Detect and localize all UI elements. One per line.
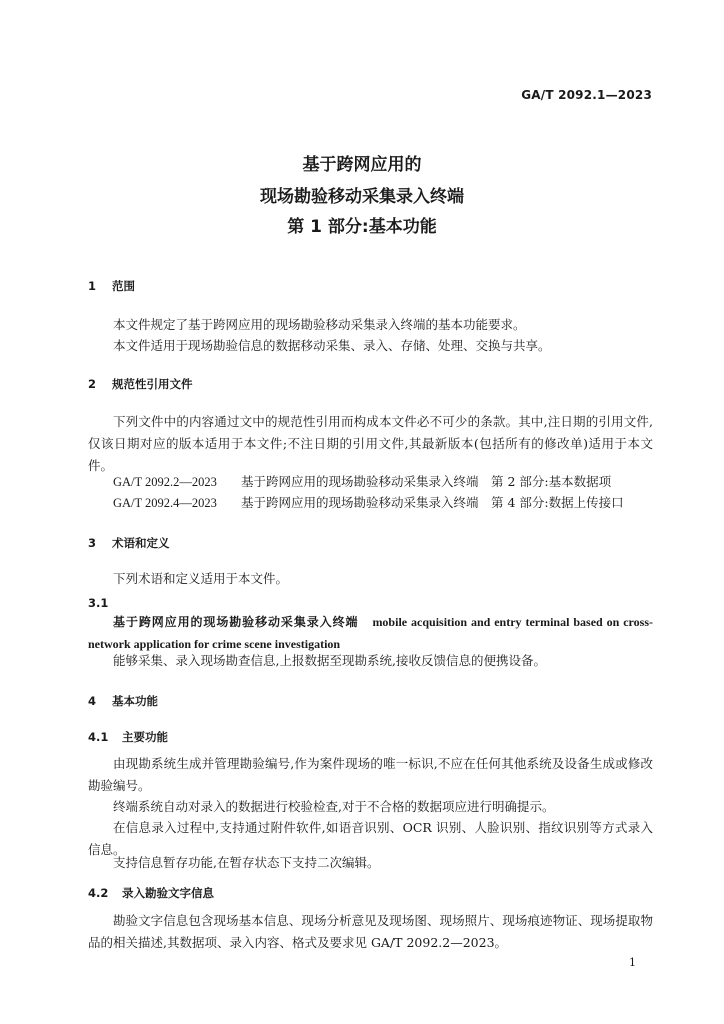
term-definition: 能够采集、录入现场勘查信息,上报数据至现勘系统,接收反馈信息的便携设备。 [113,653,546,668]
paragraph: 本文件适用于现场勘验信息的数据移动采集、录入、存储、处理、交换与共享。 [113,338,551,353]
reference-code: GA/T 2092.4—2023 [113,496,217,510]
subsection-4-2-heading [88,885,214,901]
section-title: 术语和定义 [112,536,170,550]
subsection-4-1-heading [88,729,168,745]
term-chinese: 基于跨网应用的现场勘验移动采集录入终端 [113,615,359,629]
section-1-heading [88,278,135,294]
section-4-heading [88,693,158,709]
title-line-3: 第 1 部分:基本功能 [287,217,437,237]
section-title: 规范性引用文件 [112,377,193,391]
subsection-title: 主要功能 [122,730,169,744]
paragraph: 本文件规定了基于跨网应用的现场勘验移动采集录入终端的基本功能要求。 [113,317,526,332]
term-number: 3.1 [88,596,109,610]
term-entry [88,611,653,655]
section-2-heading [88,376,193,392]
paragraph: 支持信息暂存功能,在暂存状态下支持二次编辑。 [113,855,380,870]
paragraph: 下列术语和定义适用于本文件。 [113,571,289,586]
section-title: 基本功能 [112,694,159,708]
reference-title: 基于跨网应用的现场勘验移动采集录入终端 第 2 部分:基本数据项 [241,474,612,489]
paragraph: 在信息录入过程中,支持通过附件软件,如语音识别、OCR 识别、人脸识别、指纹识别等方式录入信息。 [88,820,653,857]
section-number: 2 [88,377,97,391]
normative-reference [113,471,611,493]
section-number: 4 [88,694,97,708]
normative-reference [113,492,624,514]
section-3-heading [88,535,170,551]
section-number: 1 [88,279,97,293]
page-number: 1 [629,956,636,969]
subsection-title: 录入勘验文字信息 [122,886,215,900]
subsection-number: 4.1 [88,730,109,744]
title-line-1: 基于跨网应用的 [302,155,422,175]
term-english: mobile acquisition and entry terminal based on cross-network application for crime scene investigation [88,615,653,651]
reference-code: GA/T 2092.2—2023 [113,475,217,489]
title-line-2: 现场勘验移动采集录入终端 [260,187,464,207]
standard-code: GA/T 2092.1—2023 [521,88,652,102]
paragraph: 终端系统自动对录入的数据进行校验检查,对于不合格的数据项应进行明确提示。 [113,799,555,814]
paragraph: 勘验文字信息包含现场基本信息、现场分析意见及现场图、现场照片、现场痕迹物证、现场提取物品的相关描述,其数据项、录入内容、格式及要求见 GA/T 2092.2—2023。 [88,913,653,950]
reference-title: 基于跨网应用的现场勘验移动采集录入终端 第 4 部分:数据上传接口 [241,495,624,510]
paragraph: 由现勘系统生成并管理勘验编号,作为案件现场的唯一标识,不应在任何其他系统及设备生成或修改勘验编号。 [88,756,653,793]
subsection-number: 4.2 [88,886,109,900]
section-title: 范围 [112,279,136,293]
paragraph: 下列文件中的内容通过文中的规范性引用而构成本文件必不可少的条款。其中,注日期的引用文件,仅该日期对应的版本适用于本文件;不注日期的引用文件,其最新版本(包括所有的修改单)适用于本文件。 [88,414,653,473]
section-number: 3 [88,536,97,550]
